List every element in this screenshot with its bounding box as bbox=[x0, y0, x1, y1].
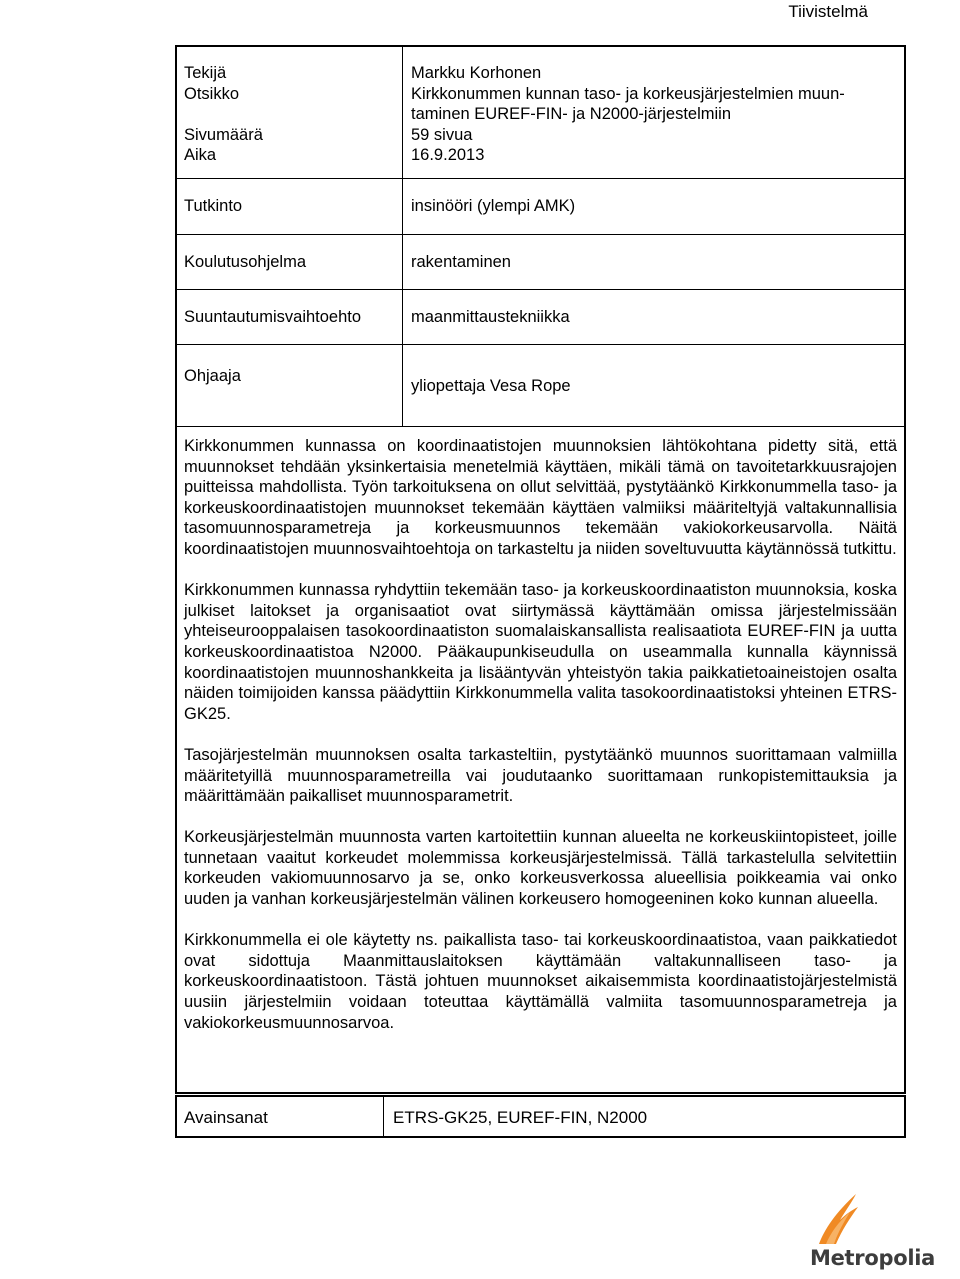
metropolia-logo bbox=[798, 1190, 935, 1276]
page-header-label: Tiivistelmä bbox=[788, 2, 868, 21]
date-value: 16.9.2013 bbox=[411, 146, 485, 164]
pages-value: 59 sivua bbox=[411, 125, 473, 144]
abstract-paragraph: Kirkkonummen kunnassa on koordinaatistojen muunnoksien lähtökohtana pidetty sitä, että muunnokset tehdään yksinkertaisia menetelmiä käyttäen, mikäli tämä on tavoitetarkkuusrajojen puitteissa mahdollista. Työn tarkoituksena on ollut selvittää, pystytäänkö Kirkkonummella taso- ja korkeuskoordinaatistojen muunnokset tekemään käyttäen valmiiksi määriteltyjä valtakunnallisia tasomuunnosparametreja ja korkeusmuunnos tekemään vakiokorkeusarvolla. Näitä koordinaatistojen muunnosvaihtoehtoja on tarkasteltu ja niiden soveltuvuutta käytännössä tutkittu. bbox=[184, 437, 897, 558]
row-divider bbox=[177, 234, 904, 235]
pages-label: Sivumäärä bbox=[184, 125, 263, 144]
row-divider bbox=[177, 344, 904, 345]
degree-label: Tutkinto bbox=[184, 197, 243, 215]
supervisor-label: Ohjaaja bbox=[184, 367, 241, 385]
abstract-paragraph: Tasojärjestelmän muunnoksen osalta tarkasteltiin, pystytäänkö muunnos suorittamaan valmiilla määritetyillä muunnosparametreilla vai joudutaanko suorittamaan runkopistemittauksia ja määrittämään paikalliset muunnosparametrit. bbox=[184, 745, 897, 806]
column-divider bbox=[402, 47, 403, 426]
author-label: Tekijä bbox=[184, 64, 227, 82]
title-label: Otsikko bbox=[184, 84, 240, 103]
abstract-paragraph: Kirkkonummella ei ole käytetty ns. paikallista taso- tai korkeuskoordinaatistoa, vaan paikkatiedot ovat sidottuja Maanmittauslaitoksen käyttämään valtakunnalliseen taso- ja korkeuskoordinaatistoon. Tästä johtuen muunnokset aikaisemmista koordinaatistojärjestelmistä uusiin järjestelmiin voidaan toteuttaa käyttämällä valmiita tasomuunnosparametreja ja vakiokorkeusmuunnosarvoa. bbox=[184, 931, 897, 1032]
abstract-paragraph: Kirkkonummen kunnassa ryhdyttiin tekemään taso- ja korkeuskoordinaatiston muunnoksia, koska julkiset laitokset ja organisaatiot ovat siirtymässä käyttämään omissa järjestelmissään yhteiseurooppalaisen tasokoordinaatiston suomalaiskansallista realisaatiota EUREF-FIN ja uutta korkeuskoordinaatistoa N2000. Pääkaupunkiseudulla on useammalla kunnalla käynnissä koordinaatistojen muunnoshankkeita ja lisääntyvän yhteistyön takia paikkatietoaineistojen osalta näiden toimijoiden kanssa päädyttiin Kirkkonummella valita tasokoordinaatistoksi yhteinen ETRS-GK25. bbox=[184, 581, 897, 723]
metropolia-logo-mark bbox=[816, 1190, 860, 1246]
programme-label: Koulutusohjelma bbox=[184, 253, 306, 271]
supervisor-value: yliopettaja Vesa Rope bbox=[411, 377, 571, 395]
abstract-paragraph: Korkeusjärjestelmän muunnosta varten kartoitettiin kunnan alueelta ne korkeuskiintopisteet, joille tunnetaan vaaitut korkeudet molemmissa korkeusjärjestelmissä. Tällä tarkastelulla selvitettiin korkeuden vakiomuunnosarvo ja se, onko korkeusverkossa alueellisia poikkeamia vai onko uuden ja vanhan korkeusjärjestelmän välinen korkeusero homogeeninen koko kunnan alueella. bbox=[184, 828, 897, 909]
keywords-table bbox=[175, 1095, 906, 1138]
author-value: Markku Korhonen bbox=[411, 64, 542, 82]
metropolia-logo-text: Metropolia bbox=[810, 1246, 935, 1270]
degree-value: insinööri (ylempi AMK) bbox=[411, 197, 576, 215]
date-label: Aika bbox=[184, 146, 217, 164]
keywords-value: ETRS-GK25, EUREF-FIN, N2000 bbox=[393, 1108, 648, 1127]
row-divider bbox=[177, 289, 904, 290]
option-label: Suuntautumisvaihtoehto bbox=[184, 308, 362, 326]
option-value: maanmittaustekniikka bbox=[411, 308, 570, 326]
abstract-body bbox=[184, 436, 897, 1054]
title-line-2: taminen EUREF-FIN- ja N2000-järjestelmiin bbox=[411, 105, 732, 123]
keywords-label: Avainsanat bbox=[184, 1108, 268, 1127]
column-divider bbox=[383, 1097, 384, 1136]
row-divider bbox=[177, 426, 904, 427]
programme-value: rakentaminen bbox=[411, 253, 511, 271]
row-divider bbox=[177, 178, 904, 179]
title-line-1: Kirkkonummen kunnan taso- ja korkeusjärjestelmien muun- bbox=[411, 84, 845, 103]
abstract-info-table bbox=[175, 45, 906, 1094]
